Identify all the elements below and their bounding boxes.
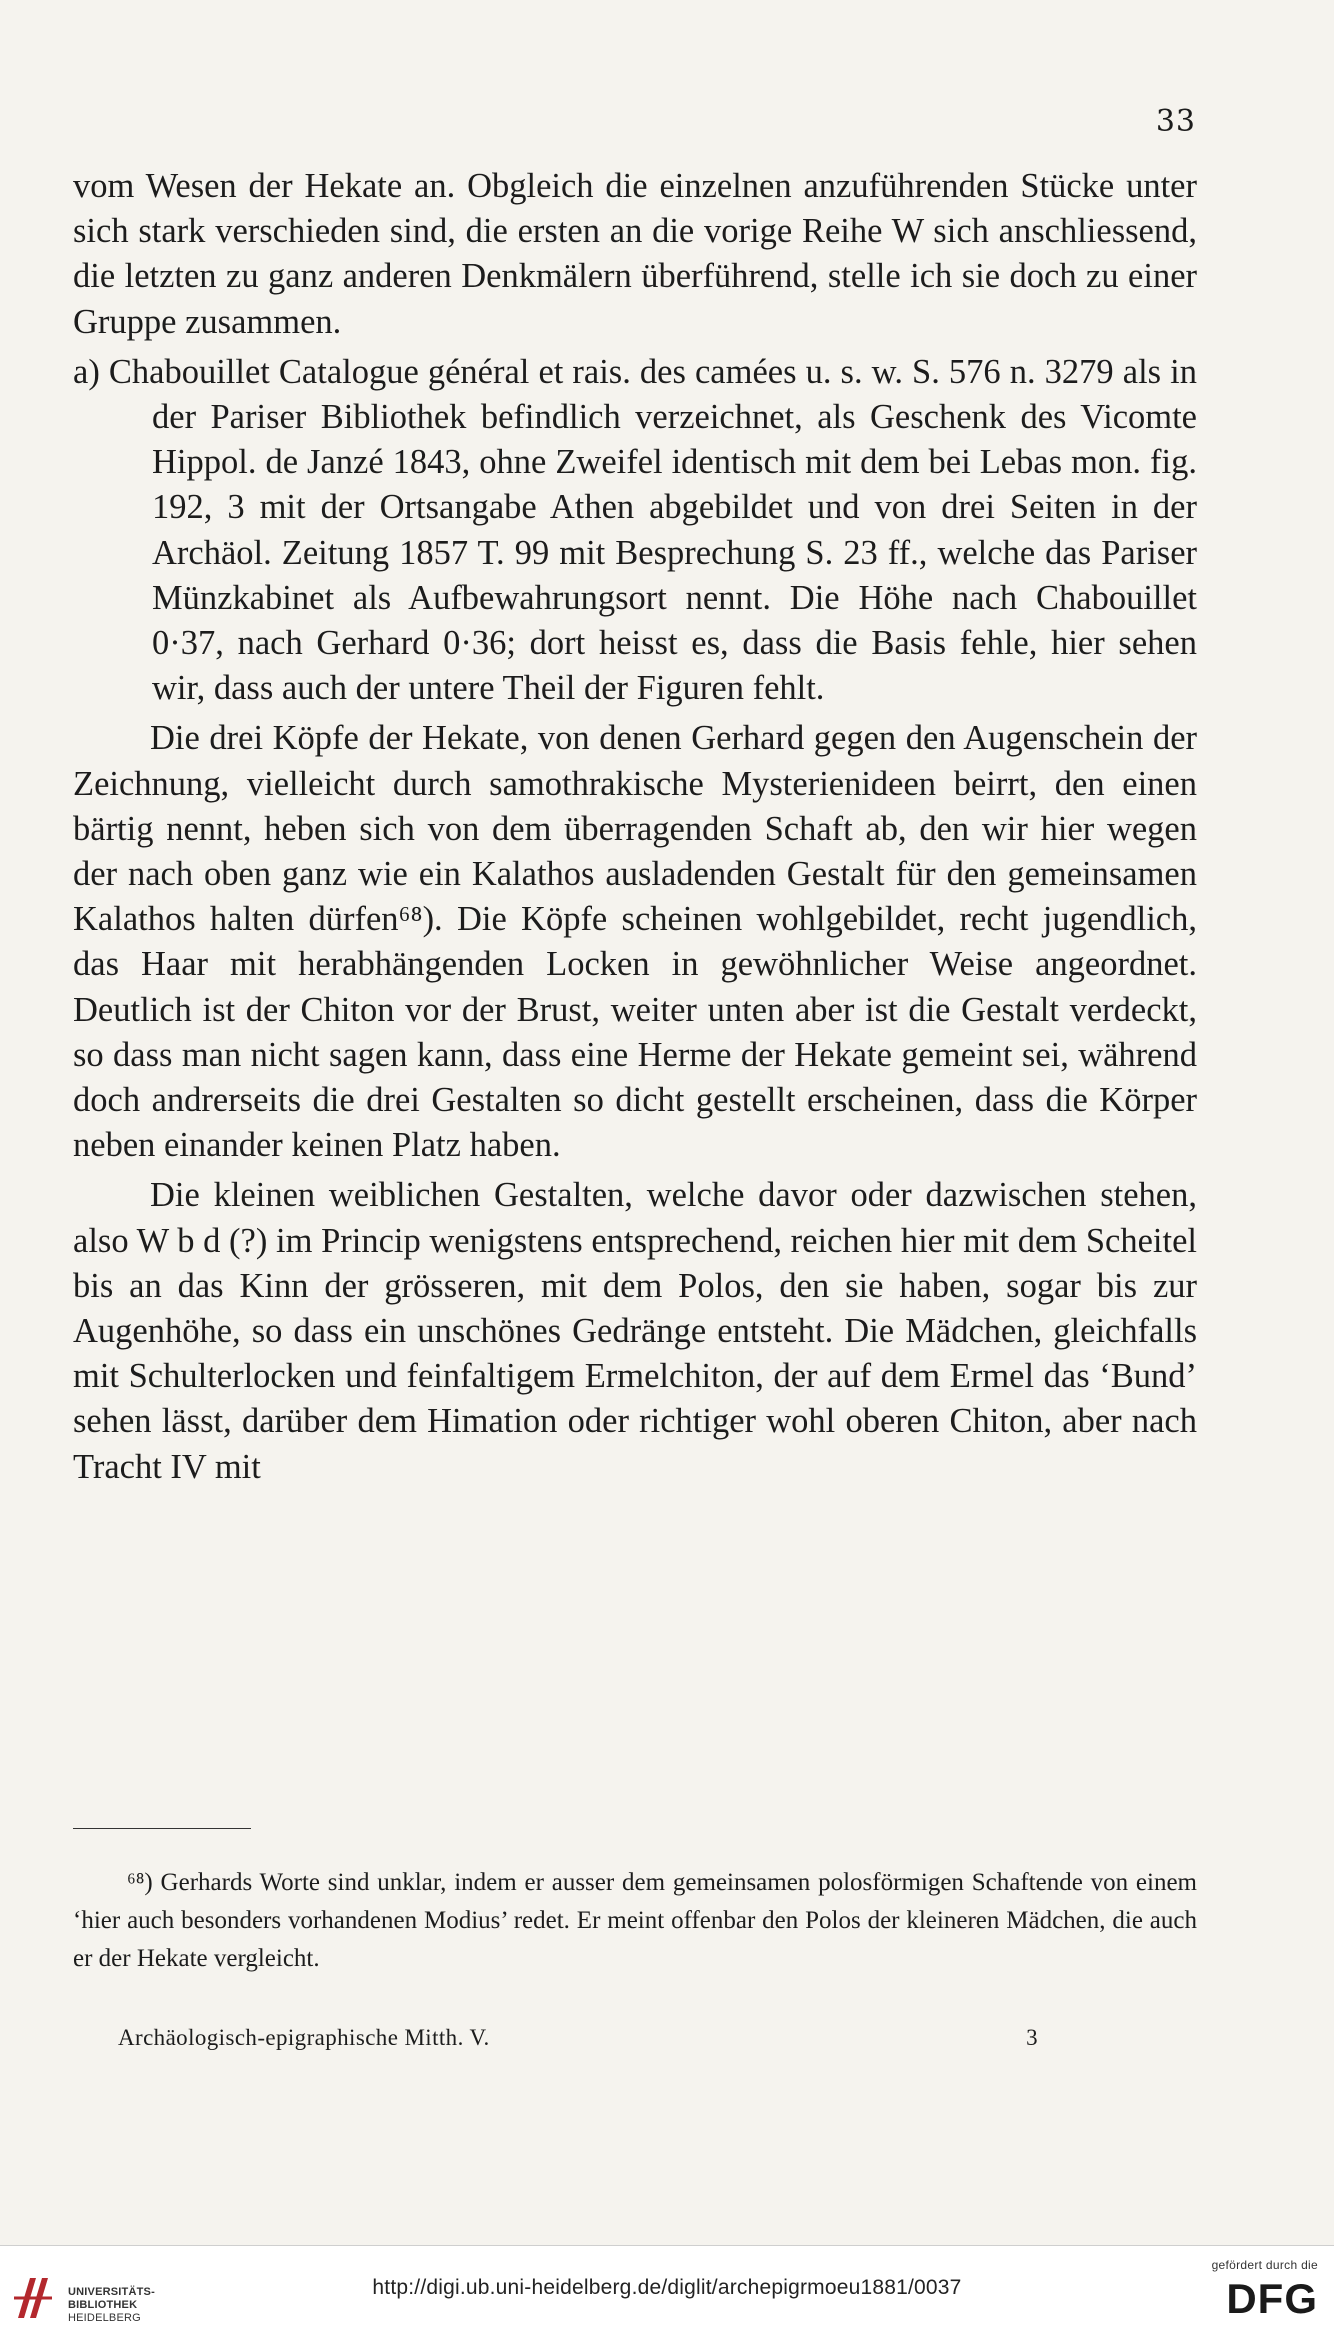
page-number: 33 (1155, 104, 1196, 139)
paragraph-heads: Die drei Köpfe der Hekate, von denen Gerhard gegen den Augenschein der Zeichnung, vielleicht durch samothrakische Mysterienideen beirrt, den einen bärtig nennt, heben sich von dem überragenden Schaft ab, den wir hier wegen der nach oben ganz wie ein Kalathos ausladenden Gestalt für den gemeinsamen Kalathos halten dürfen⁶⁸). Die Köpfe scheinen wohlgebildet, recht jugendlich, das Haar mit herabhängenden Locken in gewöhnlicher Weise angeordnet. Deutlich ist der Chiton vor der Brust, weiter unten aber ist die Gestalt verdeckt, so dass man nicht sagen kann, dass eine Herme der Hekate gemeint sei, während doch andrerseits die drei Gestalten so dicht gestellt erscheinen, dass die Körper neben einander keinen Platz haben. (73, 719, 1197, 1165)
dfg-logo: DFG (1226, 2275, 1318, 2322)
main-text (73, 164, 1197, 1490)
signature-line (118, 2025, 1038, 2051)
footnote-68: ⁶⁸) Gerhards Worte sind unklar, indem er ausser dem gemeinsamen polosförmigen Schaftende von einem ‘hier auch besonders vorhandenen Modius’ redet. Er meint offenbar den Polos der kleineren Mädchen, die auch er der Hekate vergleicht. (73, 1869, 1197, 1972)
sponsor-caption: gefördert durch die (1211, 2258, 1318, 2272)
dfg-sponsor[interactable] (1188, 2258, 1318, 2330)
paragraph-small-figures: Die kleinen weiblichen Gestalten, welche davor oder dazwischen stehen, also W b d (?) im Princip wenigstens entsprechend, reichen hier mit dem Scheitel bis an das Kinn der grösseren, mit dem Polos, den sie haben, sogar bis zur Augenhöhe, so dass ein unschönes Gedränge entsteht. Die Mädchen, gleichfalls mit Schulterlocken und feinfaltigem Ermelchiton, der auf dem Ermel das ‘Bund’ sehen lässt, darüber dem Himation oder richtiger wohl oberen Chiton, aber nach Tracht IV mit (73, 1176, 1197, 1486)
logo-line-3: HEIDELBERG (68, 2312, 141, 2324)
footnote (73, 1864, 1197, 1978)
logo-line-1: UNIVERSITÄTS- (68, 2286, 155, 2298)
paragraph-intro: vom Wesen der Hekate an. Obgleich die einzelnen anzuführenden Stücke unter sich stark verschieden sind, die ersten an die vorige Reihe W sich anschliessend, die letzten zu ganz anderen Denkmälern überführend, stelle ich sie doch zu einer Gruppe zusammen. (73, 167, 1197, 341)
logo-line-2: BIBLIOTHEK (68, 2299, 138, 2311)
footer-bar (0, 2245, 1334, 2340)
signature-text: Archäologisch-epigraphische Mitth. V. (118, 2025, 490, 2050)
permalink-url[interactable]: http://digi.ub.uni-heidelberg.de/diglit/archepigrmoeu1881/0037 (372, 2276, 962, 2299)
footnote-rule (73, 1828, 251, 1829)
paragraph-item-a: a) Chabouillet Catalogue général et rais. des camées u. s. w. S. 576 n. 3279 als in der Pariser Bibliothek befindlich verzeichnet, als Geschenk des Vicomte Hippol. de Janzé 1843, ohne Zweifel identisch mit dem bei Lebas mon. fig. 192, 3 mit der Ortsangabe Athen abgebildet und von drei Seiten in der Archäol. Zeitung 1857 T. 99 mit Besprechung S. 23 ff., welche das Pariser Münzkabinet als Aufbewahrungsort nennt. Die Höhe nach Chabouillet 0·37, nach Gerhard 0·36; dort heisst es, dass die Basis fehle, hier sehen wir, dass auch der untere Theil der Figuren fehlt. (73, 352, 1197, 708)
signature-number: 3 (1026, 2025, 1038, 2050)
